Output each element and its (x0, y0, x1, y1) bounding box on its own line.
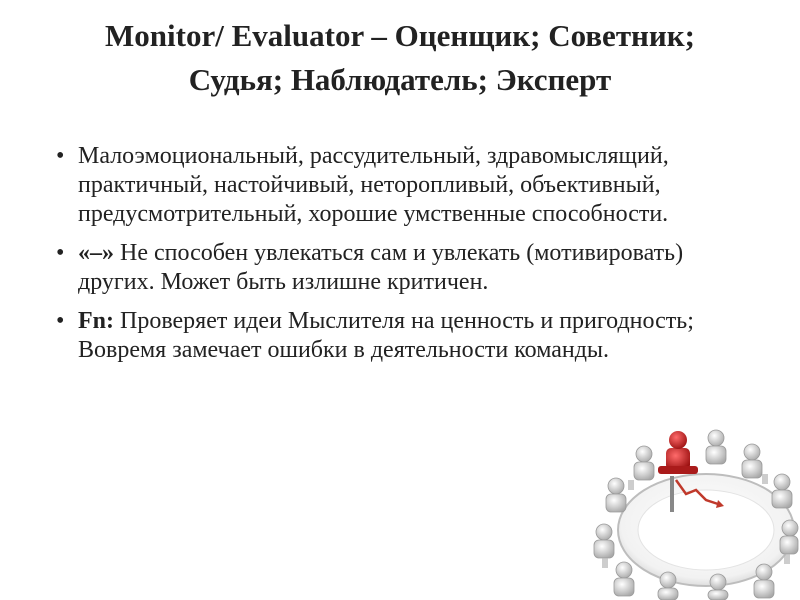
bullet-dot: • (56, 143, 65, 169)
bullet-item-function (42, 307, 732, 365)
leader-figure (658, 431, 698, 474)
bullet-dot: • (56, 308, 65, 334)
bullet-prefix-fn: Fn: (78, 308, 114, 334)
bullet-text: Не способен увлекаться сам и увлекать (мотивировать) других. Может быть излишне критичен. (78, 240, 684, 295)
bullet-text: Малоэмоциональный, рассудительный, здравомыслящий, практичный, настойчивый, неторопливый, объективный, предусмотрительный, хорошие умственные способности. (78, 143, 669, 227)
team-meeting-table-icon (588, 420, 800, 600)
bullet-text: Проверяет идеи Мыслителя на ценность и пригодность; Вовремя замечает ошибки в деятельности команды. (78, 308, 694, 363)
slide-title (30, 14, 770, 102)
bullet-list (42, 142, 732, 375)
slide-title-line1: Monitor/ Evaluator – Оценщик; Советник; (105, 18, 695, 53)
bullet-prefix-minus: «–» (78, 240, 114, 266)
slide-title-line2: Судья; Наблюдатель; Эксперт (188, 62, 612, 97)
bullet-dot: • (56, 240, 65, 266)
bullet-item-traits (42, 142, 732, 229)
bullet-item-weaknesses (42, 239, 732, 297)
